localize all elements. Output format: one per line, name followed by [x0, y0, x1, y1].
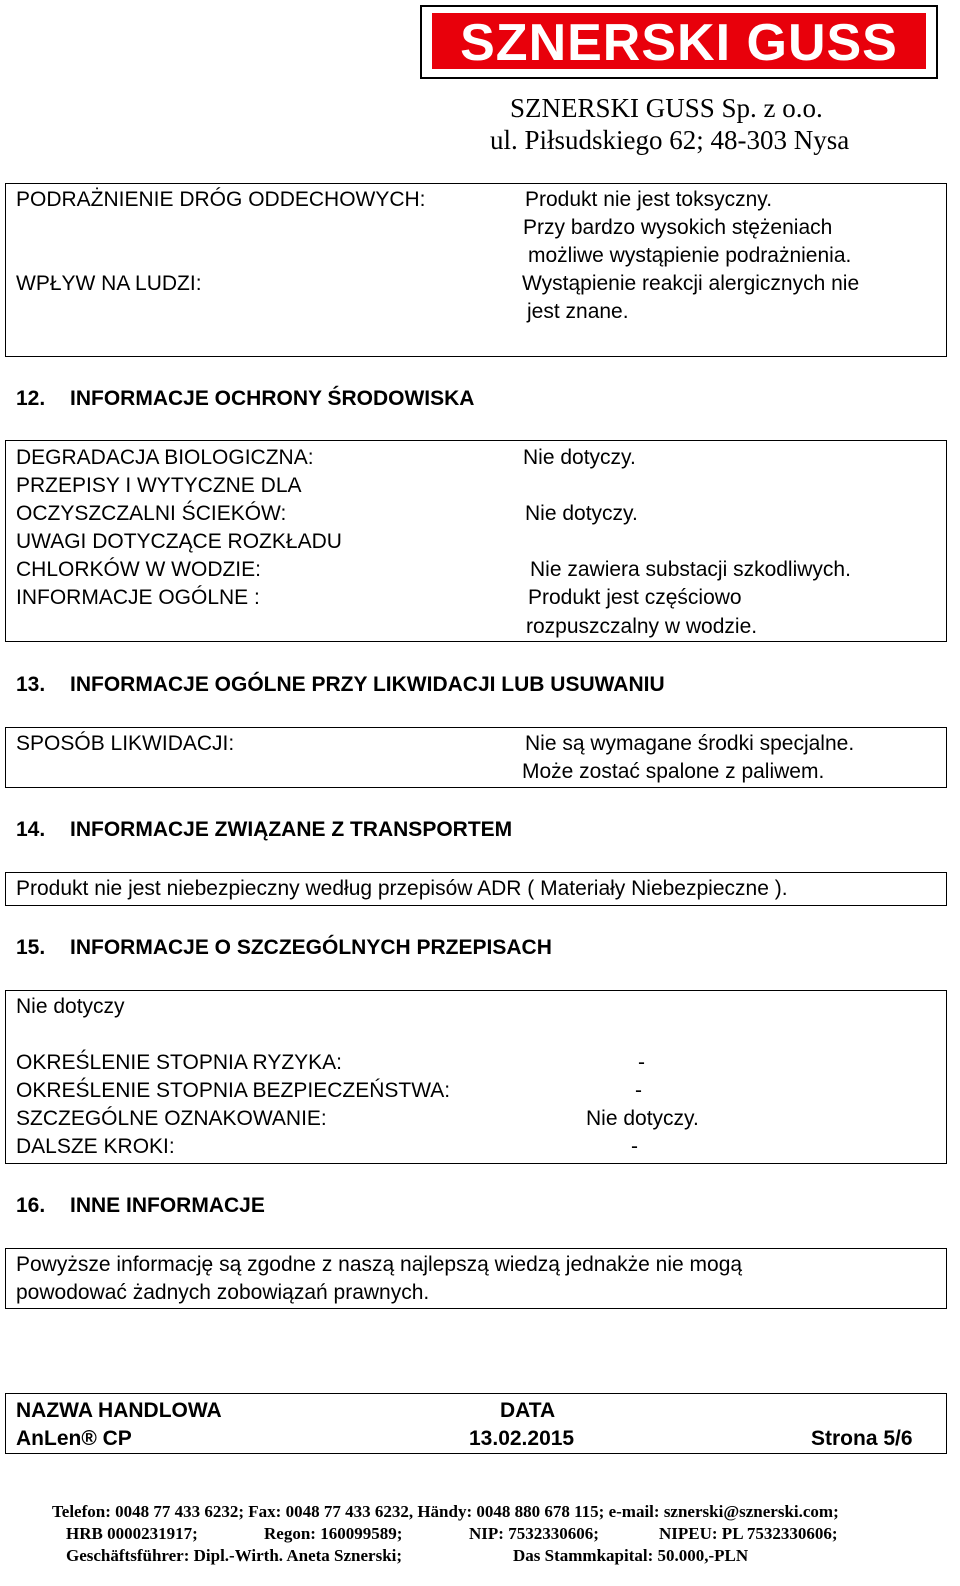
value-risk: -	[638, 1051, 645, 1074]
value-disposal-1: Nie są wymagane środki specjalne.	[525, 732, 855, 755]
section15-number: 15.	[16, 936, 46, 959]
value-respiratory-1: Produkt nie jest toksyczny.	[525, 188, 773, 211]
footer-nipeu: NIPEU: PL 7532330606;	[659, 1524, 838, 1543]
section16-number: 16.	[16, 1194, 46, 1217]
section15-heading: INFORMACJE O SZCZEGÓLNYCH PRZEPISACH	[70, 936, 552, 959]
label-safety: OKREŚLENIE STOPNIA BEZPIECZEŃSTWA:	[16, 1079, 451, 1102]
section12-heading: INFORMACJE OCHRONY ŚRODOWISKA	[70, 387, 475, 410]
date-value: 13.02.2015	[469, 1427, 575, 1450]
footer-director: Geschäftsführer: Dipl.-Wirth. Aneta Sznerski;	[66, 1546, 403, 1565]
value-biodegradation: Nie dotyczy.	[523, 446, 636, 469]
company-logo	[420, 5, 938, 79]
footer-hrb: HRB 0000231917;	[66, 1524, 198, 1543]
label-respiratory: PODRAŻNIENIE DRÓG ODDECHOWYCH:	[16, 188, 426, 211]
value-general-a: Produkt jest częściowo	[528, 586, 742, 609]
other-info-line-2: powodować żadnych zobowiązań prawnych.	[16, 1281, 430, 1304]
footer-capital: Das Stammkapital: 50.000,-PLN	[513, 1546, 749, 1565]
page-number: Strona 5/6	[811, 1427, 913, 1450]
value-respiratory-2: Przy bardzo wysokich stężeniach	[523, 216, 833, 239]
section14-heading: INFORMACJE ZWIĄZANE Z TRANSPORTEM	[70, 818, 513, 841]
label-people: WPŁYW NA LUDZI:	[16, 272, 202, 295]
section13-number: 13.	[16, 673, 46, 696]
label-general: INFORMACJE OGÓLNE :	[16, 586, 260, 609]
label-wastewater-a: PRZEPISY I WYTYCZNE DLA	[16, 474, 302, 497]
trade-name-label: NAZWA HANDLOWA	[16, 1399, 222, 1422]
section14-number: 14.	[16, 818, 46, 841]
company-name: SZNERSKI GUSS Sp. z o.o.	[510, 93, 823, 123]
logo-text: SZNERSKI GUSS	[460, 14, 898, 72]
label-disposal: SPOSÓB LIKWIDACJI:	[16, 732, 235, 755]
value-people-2: jest znane.	[527, 300, 629, 323]
company-address: ul. Piłsudskiego 62; 48-303 Nysa	[490, 125, 850, 155]
label-chlorides-b: CHLORKÓW W WODZIE:	[16, 558, 261, 581]
section12-number: 12.	[16, 387, 46, 410]
other-info-line-1: Powyższe informację są zgodne z naszą najlepszą wiedzą jednakże nie mogą	[16, 1253, 743, 1276]
footer-nip: NIP: 7532330606;	[469, 1524, 599, 1543]
value-chlorides: Nie zawiera substacji szkodliwych.	[530, 558, 851, 581]
logo-banner	[432, 13, 926, 72]
value-labelling: Nie dotyczy.	[586, 1107, 699, 1130]
footer-contact: Telefon: 0048 77 433 6232; Fax: 0048 77 433 6232, Händy: 0048 880 678 115; e-mail: sznerski@sznerski.com;	[52, 1502, 839, 1521]
value-wastewater: Nie dotyczy.	[525, 502, 638, 525]
section13-heading: INFORMACJE OGÓLNE PRZY LIKWIDACJI LUB USUWANIU	[70, 673, 665, 696]
transport-text: Produkt nie jest niebezpieczny według przepisów ADR ( Materiały Niebezpieczne ).	[16, 877, 788, 900]
label-chlorides-a: UWAGI DOTYCZĄCE ROZKŁADU	[16, 530, 342, 553]
label-biodegradation: DEGRADACJA BIOLOGICZNA:	[16, 446, 314, 469]
section16-heading: INNE INFORMACJE	[70, 1194, 265, 1217]
value-safety: -	[635, 1079, 642, 1102]
trade-name-value: AnLen® CP	[16, 1427, 132, 1450]
value-next-steps: -	[631, 1135, 638, 1158]
label-wastewater-b: OCZYSZCZALNI ŚCIEKÓW:	[16, 502, 287, 525]
footer-regon: Regon: 160099589;	[264, 1524, 403, 1543]
value-disposal-2: Może zostać spalone z paliwem.	[522, 760, 825, 783]
label-risk: OKREŚLENIE STOPNIA RYZYKA:	[16, 1051, 343, 1074]
value-people-1: Wystąpienie reakcji alergicznych nie	[522, 272, 860, 295]
regulations-intro: Nie dotyczy	[16, 995, 125, 1018]
value-respiratory-3: możliwe wystąpienie podrażnienia.	[528, 244, 852, 267]
date-label: DATA	[500, 1399, 556, 1422]
label-labelling: SZCZEGÓLNE OZNAKOWANIE:	[16, 1107, 327, 1130]
label-next-steps: DALSZE KROKI:	[16, 1135, 175, 1158]
value-general-b: rozpuszczalny w wodzie.	[526, 615, 758, 638]
